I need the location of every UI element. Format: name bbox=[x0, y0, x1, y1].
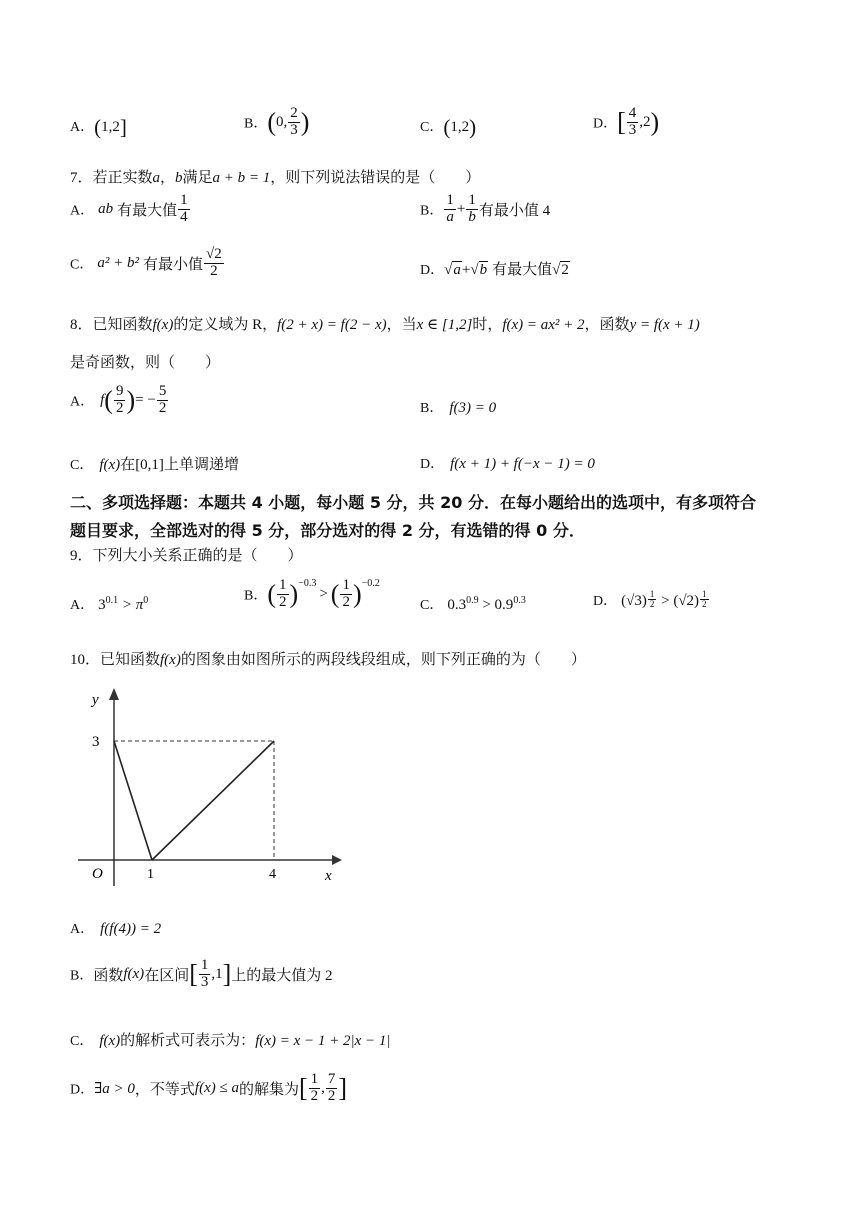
q8-option-d: D． f(x + 1) + f(−x − 1) = 0 bbox=[420, 456, 595, 472]
q10-option-a: A． f(f(4)) = 2 bbox=[70, 921, 162, 937]
q6-option-b: B．(0, $\frac{2}{3}$ ) bbox=[244, 105, 310, 138]
q7-option-c: C． a² + b² 有最小值 $\frac{√2}{2}$ bbox=[70, 246, 222, 279]
q10-option-d: D．∃a > 0，不等式f(x) ≤ a的解集为[ $\frac{1}{2}$ , $\frac{7}{2}$ ] bbox=[70, 1071, 348, 1104]
q7-option-a: A． ab 有最大值 $\frac{1}{4}$ bbox=[70, 192, 188, 225]
q8-stem-line2: 是奇函数，则（ ） bbox=[70, 355, 221, 371]
x-axis-arrow bbox=[332, 855, 342, 865]
segment-2 bbox=[152, 741, 274, 860]
tick-x4: 4 bbox=[269, 867, 276, 882]
x-label: x bbox=[325, 868, 332, 884]
segment-1 bbox=[114, 741, 152, 860]
y-axis-arrow bbox=[109, 688, 119, 700]
q9-stem: 9．下列大小关系正确的是（ ） bbox=[70, 548, 303, 564]
q7-option-b: B． $\frac{1}{a}$ + $\frac{1}{b}$ 有最小值 4 bbox=[420, 192, 551, 225]
q9-option-c: C． $0.3^{0.9} > 0.9^{0.3}$ bbox=[420, 595, 526, 613]
q8-stem-line1: 8．已知函数f(x)的定义域为 R，f(2 + x) = f(2 − x)，当x ∈ [1,2]时，f(x) = ax² + 2，函数y = f(x + 1) bbox=[70, 317, 700, 333]
q9-option-d: D． (√3) $\frac{1}{2}$ > (√2) $\frac{1}{2}$ bbox=[593, 589, 707, 610]
q6-option-d: D．[ $\frac{4}{3}$ ,2) bbox=[593, 105, 660, 138]
q6-option-c: C．(1,2) bbox=[420, 115, 477, 140]
q6-option-a: A．(1,2] bbox=[70, 115, 127, 140]
q7-stem: 7．若正实数a，b满足a + b = 1，则下列说法错误的是（ ） bbox=[70, 170, 481, 186]
tick-y3: 3 bbox=[92, 734, 100, 750]
q8-option-a: A． f( $\frac{9}{2}$ )= − $\frac{5}{2}$ bbox=[70, 383, 167, 416]
origin-label: O bbox=[92, 866, 103, 882]
q7-option-d: D．√a+√b 有最大值√2 bbox=[420, 262, 569, 278]
tick-x1: 1 bbox=[147, 867, 154, 882]
y-label: y bbox=[92, 692, 99, 708]
q10-stem: 10．已知函数f(x)的图象由如图所示的两段线段组成，则下列正确的为（ ） bbox=[70, 652, 586, 668]
q8-option-b: B． f(3) = 0 bbox=[420, 400, 497, 416]
section-header-line2: 题目要求，全部选对的得 5 分，部分选对的得 2 分，有选错的得 0 分． bbox=[70, 521, 585, 540]
q9-option-a: A． $3^{0.1} > \pi^0$ bbox=[70, 595, 149, 613]
q10-option-c: C． f(x)的解析式可表示为：f(x) = x − 1 + 2|x − 1| bbox=[70, 1033, 391, 1049]
q10-option-b: B．函数f(x)在区间[ $\frac{1}{3}$ ,1]上的最大值为 2 bbox=[70, 957, 333, 990]
section-header-line1: 二、多项选择题：本题共 4 小题，每小题 5 分，共 20 分．在每小题给出的选项中，有多项符合 bbox=[70, 493, 756, 512]
q10-function-graph bbox=[70, 680, 350, 890]
q9-option-b: B．( $\frac{1}{2}$ )$^{-0.3}$> ( $\frac{1}{2}$ )$^{-0.2}$ bbox=[244, 577, 380, 610]
q8-option-c: C． f(x)在[0,1]上单调递增 bbox=[70, 457, 239, 473]
